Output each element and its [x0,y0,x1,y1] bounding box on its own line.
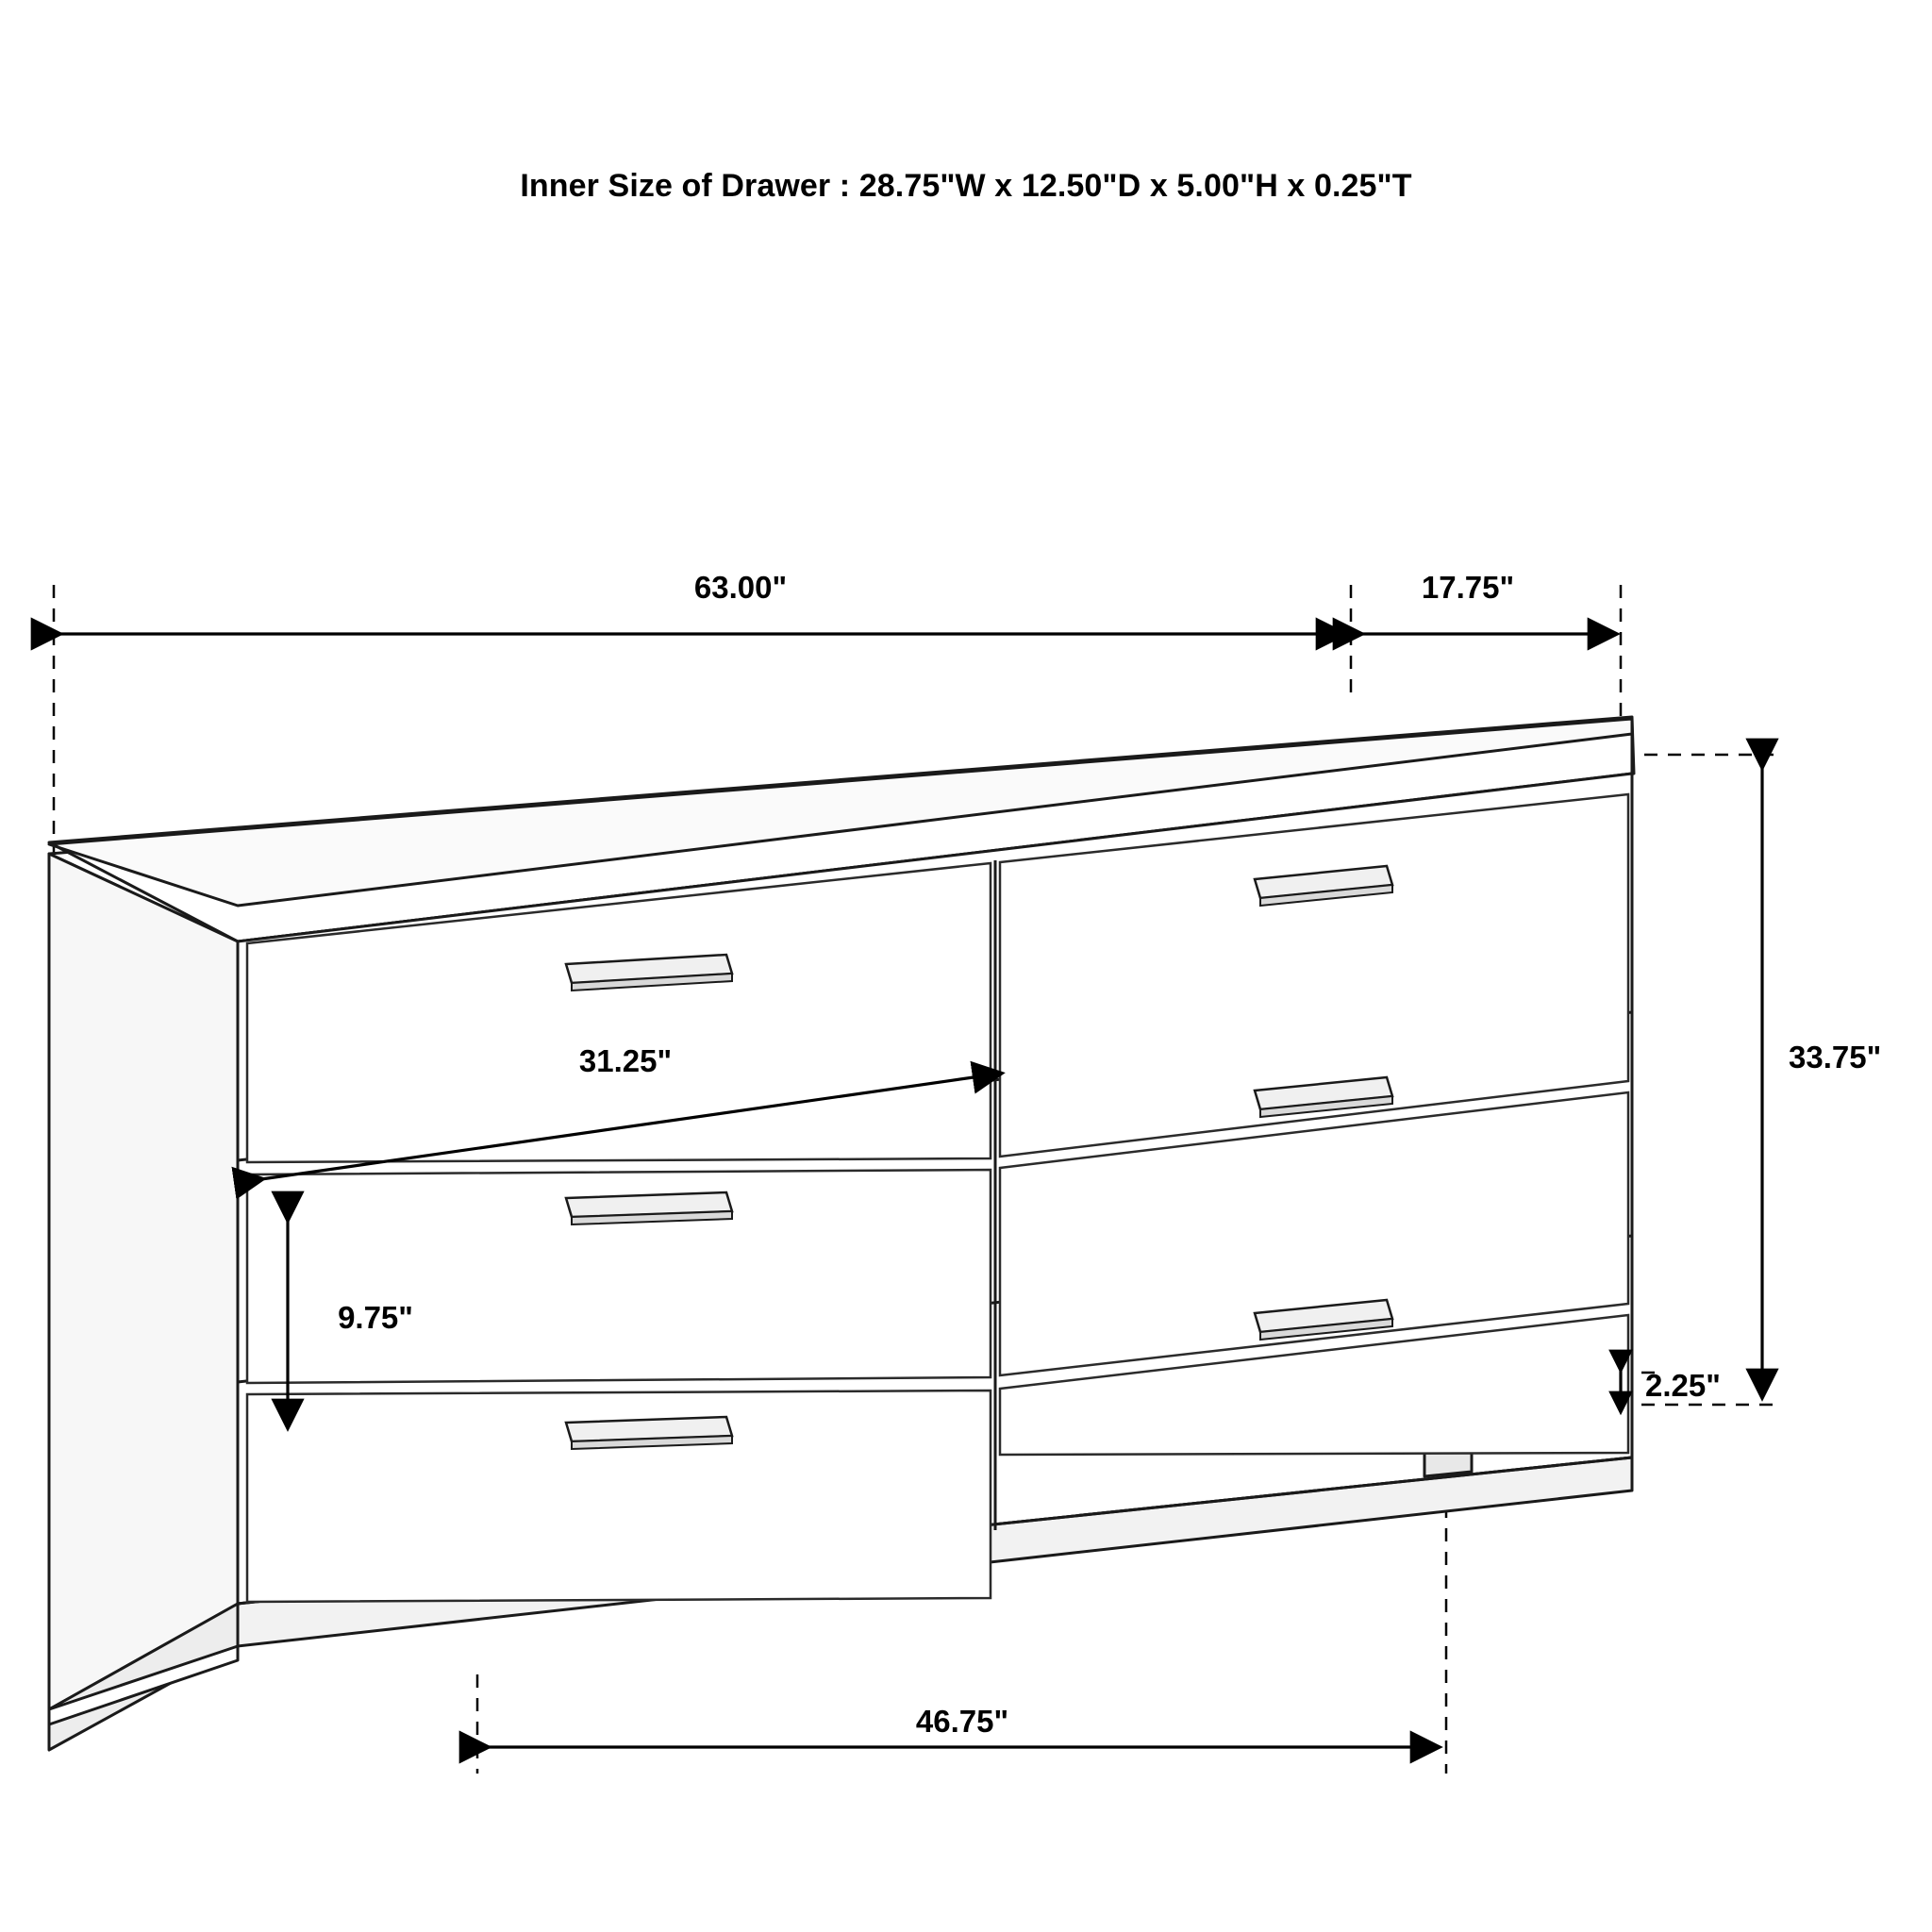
label-drawer-height: 9.75" [338,1300,413,1335]
label-width-total: 63.00" [693,570,788,605]
label-drawer-width: 31.25" [578,1043,673,1078]
label-total-height: 33.75" [1789,1040,1882,1074]
handle-bottom-left[interactable] [566,1417,732,1449]
page-title: Inner Size of Drawer : 28.75"W x 12.50"D x 5.00"H x 0.25"T [520,168,1412,204]
label-base-width: 46.75" [915,1704,1009,1739]
label-plinth-height: 2.25" [1645,1368,1721,1403]
label-depth-side: 17.75" [1421,570,1515,605]
handle-middle-left[interactable] [566,1192,732,1224]
left-side-panel [49,854,238,1709]
